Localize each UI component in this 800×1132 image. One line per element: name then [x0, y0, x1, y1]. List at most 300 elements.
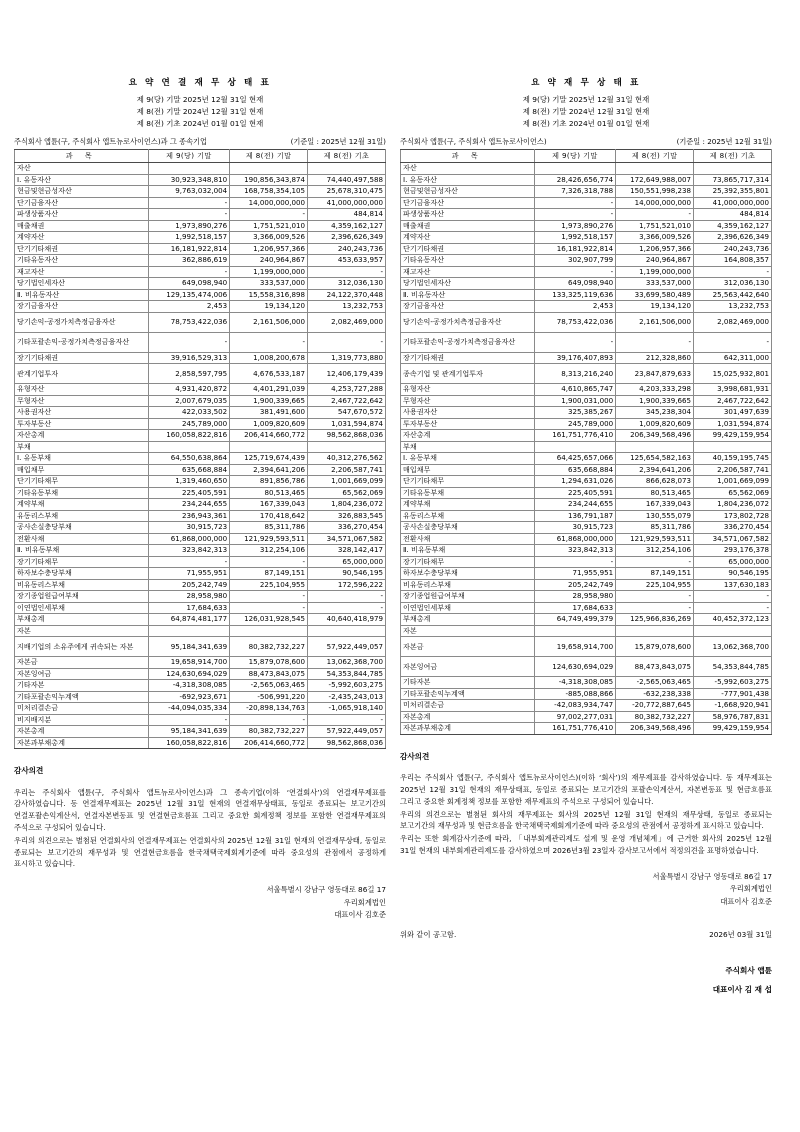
separate-opinion-heading: 감사의견	[400, 751, 430, 761]
row-label: Ⅱ. 비유동자산	[15, 289, 149, 301]
row-label: 자본과부채총계	[15, 737, 149, 749]
row-value-2: 121,929,593,511	[230, 533, 308, 545]
row-value-1: 64,550,638,864	[148, 453, 230, 465]
table-row	[401, 312, 772, 332]
row-value-3: -1,668,920,941	[694, 700, 772, 712]
table-row	[401, 255, 772, 267]
row-value-2: 126,031,928,545	[230, 614, 308, 626]
row-label: 기타자본	[15, 680, 149, 692]
row-value-1: 160,058,822,816	[148, 430, 230, 442]
row-value-3: 40,452,372,123	[694, 614, 772, 626]
row-value-2	[230, 441, 308, 453]
row-value-3: 4,359,162,127	[308, 220, 386, 232]
table-row	[401, 487, 772, 499]
row-value-1: 245,789,000	[148, 418, 230, 430]
row-value-1: 133,325,119,636	[534, 289, 616, 301]
separate-table-body	[401, 163, 772, 735]
row-value-2: 14,000,000,000	[230, 197, 308, 209]
row-value-1: 635,668,884	[148, 464, 230, 476]
consolidated-basis-date: (기준일 : 2025년 12월 31일)	[290, 137, 386, 147]
row-value-1	[534, 441, 616, 453]
row-label: 사용권자산	[15, 407, 149, 419]
row-value-1: 78,753,422,036	[148, 312, 230, 332]
table-row	[15, 407, 386, 419]
table-row	[401, 364, 772, 384]
row-value-2: 240,964,867	[230, 255, 308, 267]
row-label: 전환사채	[15, 533, 149, 545]
consolidated-entity-row	[14, 137, 386, 147]
table-row	[401, 677, 772, 689]
row-value-2: 2,394,641,206	[616, 464, 694, 476]
table-row	[401, 197, 772, 209]
consolidated-auditor-address: 서울특별시 강남구 영동대로 86길 17	[266, 885, 386, 895]
table-row	[15, 703, 386, 715]
row-value-2: 381,491,600	[230, 407, 308, 419]
row-value-3: 301,497,639	[694, 407, 772, 419]
row-value-3: 57,922,449,057	[308, 726, 386, 738]
row-value-3: 4,253,727,288	[308, 384, 386, 396]
table-row	[401, 625, 772, 637]
table-row	[15, 384, 386, 396]
row-value-2: -	[616, 556, 694, 568]
row-value-3: 40,640,418,979	[308, 614, 386, 626]
row-value-2: -506,991,220	[230, 691, 308, 703]
row-value-1: 7,326,318,788	[534, 186, 616, 198]
table-row	[15, 499, 386, 511]
row-value-3: 164,808,357	[694, 255, 772, 267]
row-value-2: 1,199,000,000	[230, 266, 308, 278]
row-value-1: -	[148, 556, 230, 568]
separate-period-line-3: 제 8(전) 기초 2024년 01월 01일 현재	[522, 119, 650, 129]
row-value-3: 547,670,572	[308, 407, 386, 419]
row-value-3: 13,232,753	[694, 301, 772, 313]
row-value-2: 172,649,988,007	[616, 174, 694, 186]
row-value-1: 245,789,000	[534, 418, 616, 430]
table-row	[401, 395, 772, 407]
row-label: Ⅰ. 유동자산	[401, 174, 535, 186]
row-value-2	[616, 625, 694, 637]
row-value-3: -5,992,603,275	[694, 677, 772, 689]
row-value-1	[148, 163, 230, 175]
row-label: 단기기타채무	[401, 476, 535, 488]
row-label: 재고자산	[401, 266, 535, 278]
consolidated-period-line-2: 제 8(전) 기말 2024년 12월 31일 현재	[136, 107, 264, 117]
row-label: 부채	[15, 441, 149, 453]
row-value-1: 1,900,031,000	[534, 395, 616, 407]
row-value-3: 2,082,469,000	[308, 312, 386, 332]
row-value-2: 891,856,786	[230, 476, 308, 488]
row-value-3: 65,000,000	[694, 556, 772, 568]
row-value-1	[534, 625, 616, 637]
consolidated-period-line-1: 제 9(당) 기말 2025년 12월 31일 현재	[136, 95, 264, 105]
row-label: 유형자산	[15, 384, 149, 396]
row-value-1: 4,610,865,747	[534, 384, 616, 396]
row-value-3: 328,142,417	[308, 545, 386, 557]
row-value-1: -	[148, 209, 230, 221]
row-value-3: 1,031,594,874	[694, 418, 772, 430]
row-value-1: -4,318,308,085	[148, 680, 230, 692]
row-label: 투자부동산	[401, 418, 535, 430]
row-value-2: 23,847,879,633	[616, 364, 694, 384]
table-row	[401, 430, 772, 442]
table-row	[15, 364, 386, 384]
consolidated-opinion-paragraph-1: 우리는 주식회사 앱튠(구, 주식회사 앱트뉴로사이언스)과 그 종속기업(이하 ‘연결회사’)의 연결재무제표를 감사하였습니다. 동 연결재무제표는 2025년 12월 31일 현재의 연결재무상태표, 동일로 종료되는 보고기간의 연결포괄손익계산서, 연결자본변동표 및 연결현금흐름표 그리고 중요한 회계정책 정보를 포함한 연결재무제표의 주석으로 구성되어 있습니다.	[14, 787, 386, 832]
table-row	[15, 301, 386, 313]
row-value-3: 453,633,957	[308, 255, 386, 267]
row-label: 기타유동자산	[401, 255, 535, 267]
table-row	[15, 163, 386, 175]
row-value-2: 125,719,674,439	[230, 453, 308, 465]
table-row	[15, 174, 386, 186]
separate-auditor-signature	[400, 871, 772, 909]
consolidated-table-body	[15, 163, 386, 749]
table-row	[401, 278, 772, 290]
row-value-3: -	[694, 332, 772, 352]
row-label: 기타유동자산	[15, 255, 149, 267]
table-row	[15, 453, 386, 465]
row-value-1: 61,868,000,000	[534, 533, 616, 545]
row-value-2: 19,134,120	[616, 301, 694, 313]
row-label: Ⅰ. 유동자산	[15, 174, 149, 186]
row-value-2: 33,699,580,489	[616, 289, 694, 301]
row-value-3: -	[694, 591, 772, 603]
row-value-2: -	[230, 591, 308, 603]
row-label: 장기기타채무	[15, 556, 149, 568]
row-value-3: 642,311,000	[694, 352, 772, 364]
row-value-1: 2,007,679,035	[148, 395, 230, 407]
row-value-3: -5,992,603,275	[308, 680, 386, 692]
consolidated-period-line-3: 제 8(전) 기초 2024년 01월 01일 현재	[136, 119, 264, 129]
row-value-3: -	[694, 602, 772, 614]
row-value-1: 225,405,591	[534, 487, 616, 499]
row-value-2: 225,104,955	[616, 579, 694, 591]
row-value-1: 8,313,216,240	[534, 364, 616, 384]
separate-statement-title: 요 약 재 무 상 태 표	[531, 78, 641, 88]
table-row	[401, 186, 772, 198]
consolidated-opinion-paragraph-2: 우리의 의견으로는 별첨된 연결회사의 연결재무제표는 연결회사의 2025년 12월 31일 현재의 연결재무상태, 동일로 종료되는 보고기간의 재무성과 및 연결현금흐름을 한국채택국제회계기준에 따라 중요성의 관점에서 공정하게 표시하고 있습니다.	[14, 835, 386, 869]
row-value-3: 40,159,195,745	[694, 453, 772, 465]
table-row	[15, 556, 386, 568]
row-value-1: 64,874,481,177	[148, 614, 230, 626]
row-value-1: 9,763,032,004	[148, 186, 230, 198]
row-value-1	[148, 625, 230, 637]
row-value-2: 240,964,867	[616, 255, 694, 267]
row-label: 단기금융자산	[401, 197, 535, 209]
row-value-3: 1,319,773,880	[308, 352, 386, 364]
separate-entity-row	[400, 137, 772, 147]
table-row	[15, 602, 386, 614]
row-value-3: -	[308, 714, 386, 726]
table-row	[401, 533, 772, 545]
row-value-2: 333,537,000	[230, 278, 308, 290]
consolidated-statement-column	[14, 78, 386, 922]
table-row	[401, 232, 772, 244]
row-value-1: 1,992,518,157	[534, 232, 616, 244]
row-value-1: 78,753,422,036	[534, 312, 616, 332]
row-value-3: 312,036,130	[694, 278, 772, 290]
table-row	[401, 453, 772, 465]
separate-col-prior-begin: 제 8(전) 기초	[694, 150, 772, 163]
row-value-1: 649,098,940	[534, 278, 616, 290]
consolidated-balance-sheet-table	[14, 149, 386, 749]
row-value-3: 2,467,722,642	[694, 395, 772, 407]
row-value-1	[534, 163, 616, 175]
row-value-3: 58,976,787,831	[694, 711, 772, 723]
row-value-1: 129,135,474,006	[148, 289, 230, 301]
table-row	[15, 614, 386, 626]
table-row	[401, 522, 772, 534]
row-value-3: 1,001,669,099	[308, 476, 386, 488]
row-value-2: -	[616, 209, 694, 221]
consolidated-col-prior-end: 제 8(전) 기말	[230, 150, 308, 163]
row-label: 자본잉여금	[15, 668, 149, 680]
row-value-2: 80,382,732,227	[616, 711, 694, 723]
table-row	[401, 476, 772, 488]
row-label: 기타포괄손익누계액	[401, 688, 535, 700]
row-label: 현금및현금성자산	[15, 186, 149, 198]
row-label: 하자보수충당부채	[401, 568, 535, 580]
table-row	[15, 266, 386, 278]
row-value-3: -	[308, 266, 386, 278]
row-value-3	[694, 163, 772, 175]
row-value-1: 61,868,000,000	[148, 533, 230, 545]
table-row	[401, 266, 772, 278]
row-label: Ⅱ. 비유동부채	[401, 545, 535, 557]
row-value-2: 88,473,843,075	[616, 657, 694, 677]
row-label: 부채총계	[401, 614, 535, 626]
row-value-3: 99,429,159,954	[694, 430, 772, 442]
row-value-1: 17,684,633	[534, 602, 616, 614]
row-label: 계약자산	[401, 232, 535, 244]
row-label: 장기금융자산	[401, 301, 535, 313]
row-value-1: 161,751,776,410	[534, 723, 616, 735]
row-value-3: 326,883,545	[308, 510, 386, 522]
row-value-1: 234,244,655	[148, 499, 230, 511]
separate-col-account: 과 목	[401, 150, 535, 163]
row-label: 무형자산	[15, 395, 149, 407]
row-label: 자본총계	[401, 711, 535, 723]
public-notice-date: 2026년 03월 31일	[709, 930, 772, 940]
table-row	[401, 289, 772, 301]
row-label: 전환사채	[401, 533, 535, 545]
row-label: 자본총계	[15, 726, 149, 738]
row-value-2: 125,654,582,163	[616, 453, 694, 465]
row-value-2: 206,414,660,772	[230, 430, 308, 442]
row-label: 자본	[15, 625, 149, 637]
row-value-2: 206,349,568,496	[616, 723, 694, 735]
consolidated-audit-opinion	[14, 765, 386, 870]
row-value-3: 1,031,594,874	[308, 418, 386, 430]
row-label: 투자부동산	[15, 418, 149, 430]
row-value-2: -2,565,063,465	[616, 677, 694, 689]
row-value-1: 2,453	[148, 301, 230, 313]
row-value-1: 30,915,723	[148, 522, 230, 534]
separate-opinion-paragraph-3: 우리는 또한 회계감사기준에 따라, 「내부회계관리제도 설계 및 운영 개념체계」에 근거한 회사의 2025년 12월 31일 현재의 내부회계관리제도를 감사하였으며 2026년3월 23일자 감사보고서에서 적정의견을 표명하였습니다.	[400, 834, 772, 855]
row-value-2: 88,473,843,075	[230, 668, 308, 680]
row-label: 매입채무	[401, 464, 535, 476]
separate-header-row	[401, 150, 772, 163]
row-value-1: -4,318,308,085	[534, 677, 616, 689]
row-value-3: 25,678,310,475	[308, 186, 386, 198]
row-value-2: 212,328,860	[616, 352, 694, 364]
table-row	[15, 209, 386, 221]
company-closing-signature	[400, 962, 772, 1000]
row-value-1: 28,426,656,774	[534, 174, 616, 186]
table-row	[15, 625, 386, 637]
row-value-2: 1,009,820,609	[230, 418, 308, 430]
consolidated-auditor-signature	[14, 884, 386, 922]
row-value-3: -	[308, 591, 386, 603]
row-label: 매출채권	[15, 220, 149, 232]
table-row	[401, 407, 772, 419]
row-label: 부채	[401, 441, 535, 453]
row-value-2: 15,558,316,898	[230, 289, 308, 301]
row-label: 재고자산	[15, 266, 149, 278]
consolidated-opinion-heading: 감사의견	[14, 766, 44, 776]
row-label: 계약자산	[15, 232, 149, 244]
row-value-2: 2,161,506,000	[616, 312, 694, 332]
row-value-3: -1,065,918,140	[308, 703, 386, 715]
table-row	[15, 430, 386, 442]
row-label: 기타포괄손익-공정가치측정금융자산	[401, 332, 535, 352]
table-row	[401, 332, 772, 352]
table-row	[15, 737, 386, 749]
row-value-2: 15,879,078,600	[230, 657, 308, 669]
table-row	[15, 255, 386, 267]
row-label: 자본금	[401, 637, 535, 657]
row-value-2	[230, 163, 308, 175]
row-value-1: 17,684,633	[148, 602, 230, 614]
row-label: 당기법인세자산	[401, 278, 535, 290]
row-value-2: 1,900,339,665	[230, 395, 308, 407]
table-row	[15, 197, 386, 209]
row-value-1: -	[148, 332, 230, 352]
row-value-2: -	[230, 714, 308, 726]
table-row	[401, 384, 772, 396]
row-value-3: 13,062,368,700	[694, 637, 772, 657]
row-value-3	[694, 625, 772, 637]
separate-col-prior-end: 제 8(전) 기말	[616, 150, 694, 163]
table-row	[401, 723, 772, 735]
row-label: 기타유동부채	[401, 487, 535, 499]
row-value-3: 73,865,717,314	[694, 174, 772, 186]
row-label: 당기손익-공정가치측정금융자산	[15, 312, 149, 332]
row-label: 단기금융자산	[15, 197, 149, 209]
row-value-1: 236,943,361	[148, 510, 230, 522]
row-value-1: 302,907,799	[534, 255, 616, 267]
row-value-3: 240,243,736	[694, 243, 772, 255]
row-value-1: 2,453	[534, 301, 616, 313]
row-value-2: 1,206,957,366	[616, 243, 694, 255]
table-row	[401, 510, 772, 522]
table-row	[15, 545, 386, 557]
row-value-2: -632,238,338	[616, 688, 694, 700]
table-row	[15, 657, 386, 669]
consolidated-table-head	[15, 150, 386, 163]
separate-basis-date: (기준일 : 2025년 12월 31일)	[676, 137, 772, 147]
separate-audit-opinion	[400, 751, 772, 857]
row-value-1: -692,923,671	[148, 691, 230, 703]
table-row	[401, 579, 772, 591]
row-value-1: 205,242,749	[148, 579, 230, 591]
row-value-2: 15,879,078,600	[616, 637, 694, 657]
table-row	[15, 522, 386, 534]
table-row	[401, 209, 772, 221]
public-notice-text: 위와 같이 공고함.	[400, 930, 457, 940]
row-value-3: 336,270,454	[308, 522, 386, 534]
row-label: 미처리결손금	[15, 703, 149, 715]
row-value-2: 866,628,073	[616, 476, 694, 488]
row-value-2: 130,555,079	[616, 510, 694, 522]
row-label: 무형자산	[401, 395, 535, 407]
row-value-1: -	[534, 332, 616, 352]
table-row	[401, 711, 772, 723]
row-value-1: 30,915,723	[534, 522, 616, 534]
row-label: 장기종업원급여부채	[15, 591, 149, 603]
row-value-2: 4,203,333,298	[616, 384, 694, 396]
table-row	[15, 220, 386, 232]
row-value-1: 28,958,980	[148, 591, 230, 603]
row-value-1: 2,858,597,795	[148, 364, 230, 384]
row-value-2: 87,149,151	[616, 568, 694, 580]
row-value-3: 65,562,069	[308, 487, 386, 499]
row-value-1: 225,405,591	[148, 487, 230, 499]
row-value-2: -	[230, 602, 308, 614]
table-row	[401, 545, 772, 557]
closing-ceo-name: 대표이사 김 재 섭	[712, 985, 772, 995]
row-value-2: 1,900,339,665	[616, 395, 694, 407]
separate-statement-column	[400, 78, 772, 1000]
row-value-3: 25,563,442,640	[694, 289, 772, 301]
row-value-2: 80,382,732,227	[230, 637, 308, 657]
row-value-1: 19,658,914,700	[148, 657, 230, 669]
row-label: 기타유동부채	[15, 487, 149, 499]
table-row	[15, 476, 386, 488]
row-label: 계약부채	[401, 499, 535, 511]
table-row	[15, 352, 386, 364]
row-value-1: 71,955,951	[148, 568, 230, 580]
table-row	[15, 487, 386, 499]
row-label: 자본	[401, 625, 535, 637]
row-value-2: 85,311,786	[230, 522, 308, 534]
table-row	[401, 637, 772, 657]
table-row	[401, 568, 772, 580]
table-row	[15, 232, 386, 244]
table-row	[401, 464, 772, 476]
row-value-3: 90,546,195	[694, 568, 772, 580]
row-value-3	[694, 441, 772, 453]
row-value-1: -42,083,934,747	[534, 700, 616, 712]
row-label: 공사손실충당부채	[401, 522, 535, 534]
table-row	[401, 591, 772, 603]
table-row	[15, 243, 386, 255]
row-value-2: -2,565,063,465	[230, 680, 308, 692]
row-value-3	[308, 441, 386, 453]
row-value-3: 484,814	[694, 209, 772, 221]
row-value-1: 1,973,890,276	[534, 220, 616, 232]
row-value-3: 173,802,728	[694, 510, 772, 522]
row-value-3: 65,000,000	[308, 556, 386, 568]
row-value-1: 136,791,187	[534, 510, 616, 522]
row-value-1	[148, 441, 230, 453]
table-row	[15, 418, 386, 430]
row-value-1: -	[534, 197, 616, 209]
row-value-1: 161,751,776,410	[534, 430, 616, 442]
row-label: 비유동리스부채	[401, 579, 535, 591]
row-value-1: 97,002,277,031	[534, 711, 616, 723]
row-value-1: 422,033,502	[148, 407, 230, 419]
consolidated-col-prior-begin: 제 8(전) 기초	[308, 150, 386, 163]
